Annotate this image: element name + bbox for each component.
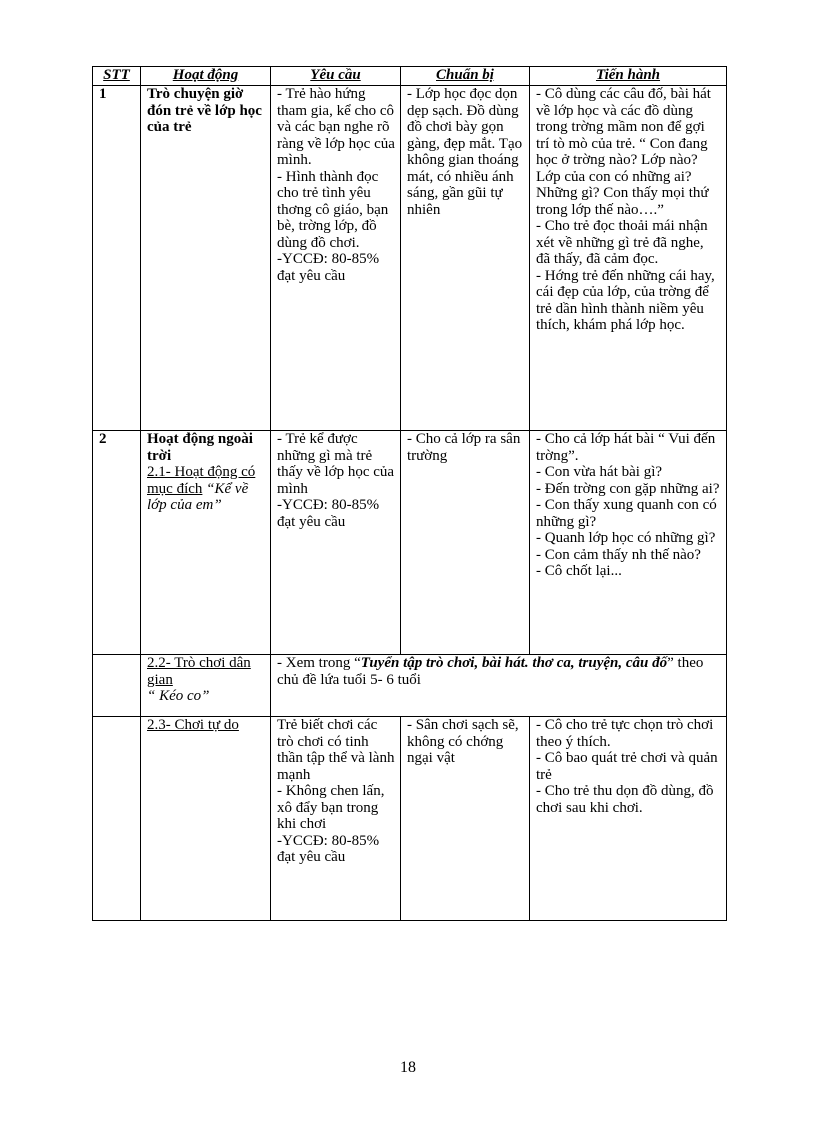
row1-requirements: [271, 86, 401, 431]
row2-requirements: [271, 431, 401, 655]
row3-activity: [141, 655, 271, 717]
row4-req-3: -YCCĐ: 80-85% đạt yêu cầu: [277, 832, 380, 865]
row2-req-2: -YCCĐ: 80-85% đạt yêu cầu: [277, 497, 380, 530]
row4-requirements: [271, 717, 401, 921]
row3-stt: [93, 655, 141, 717]
table-row: [93, 655, 727, 717]
row4-procedure: [530, 717, 727, 921]
row4-activity: [141, 717, 271, 921]
row2-proc-4: - Con thấy xung quanh con có những gì?: [536, 497, 717, 530]
row4-proc-2: - Cô bao quát trẻ chơi và quản trẻ: [536, 750, 718, 783]
row2-activity: [141, 431, 271, 655]
row2-proc-5: - Quanh lớp học có những gì?: [536, 530, 716, 546]
row2-stt: 2: [93, 431, 141, 655]
row2-proc-7: - Cô chốt lại...: [536, 563, 622, 579]
row2-proc-3: - Đến trờng con gặp những ai?: [536, 480, 720, 497]
row1-stt: 1: [93, 86, 141, 431]
row2-req-1: - Trẻ kể được những gì mà trẻ thấy về lớp học của mình: [277, 431, 395, 497]
row4-stt: [93, 717, 141, 921]
table-row: [93, 431, 727, 655]
row3-content-prefix: - Xem trong “: [277, 655, 361, 671]
row1-proc-2: - Cho trẻ đọc thoải mái nhận xét về những gì trẻ đã nghe, đã thấy, đã cảm đọc.: [536, 218, 708, 267]
row4-proc-3: - Cho trẻ thu dọn đồ dùng, đồ chơi sau khi chơi.: [536, 783, 714, 816]
row4-preparation: - Sân chơi sạch sẽ, không có chớng ngại vật: [401, 717, 530, 921]
row4-req-2: - Không chen lấn, xô đẩy bạn trong khi chơi: [277, 783, 385, 832]
header-preparation: Chuẩn bị: [401, 67, 530, 86]
row4-proc-1: - Cô cho trẻ tực chọn trò chơi theo ý thích.: [536, 717, 714, 750]
row1-req-3: -YCCĐ: 80-85% đạt yêu cầu: [277, 251, 380, 284]
row3-content: [271, 655, 727, 717]
row3-content-title: Tuyển tập trò chơi, bài hát. thơ ca, truyện, câu đố: [360, 655, 668, 671]
row2-sub-label: 2.1- Hoạt động có mục đích: [147, 464, 256, 497]
header-stt: STT: [93, 67, 141, 86]
row1-proc-1: - Cô dùng các câu đố, bài hát về lớp học và các đồ dùng trong trờng mầm non để gợi trí tò mò của trẻ. “ Con đang học ở trờng nào? Lớp nào? Lớp của con có những ai? Những gì? Con thấy mọi thứ trong lớp thế nào….”: [536, 86, 711, 218]
row2-activity-title: Hoạt động ngoài trời: [147, 431, 253, 464]
row3-sub-name: “ Kéo co”: [147, 688, 210, 704]
row2-preparation: - Cho cả lớp ra sân trường: [401, 431, 530, 655]
header-activity: Hoạt động: [141, 67, 271, 86]
row3-content-suffix: ” theo chủ đề lứa tuổi 5- 6 tuổi: [277, 655, 704, 688]
lesson-plan-table: [92, 66, 727, 921]
table-header-row: [93, 67, 727, 86]
row2-proc-6: - Con cảm thấy nh thế nào?: [536, 546, 701, 563]
table-row: [93, 86, 727, 431]
table-row: [93, 717, 727, 921]
row3-sub-label: 2.2- Trò chơi dân gian: [147, 655, 251, 688]
row2-proc-1: - Cho cả lớp hát bài “ Vui đến trờng”.: [536, 431, 716, 464]
row1-proc-3: - Hớng trẻ đến những cái hay, cái đẹp của lớp, của trờng để trẻ dần hình thành niềm yêu thích, khám phá lớp học.: [536, 267, 715, 333]
row4-req-1: Trẻ biết chơi các trò chơi có tinh thần tập thể và lành mạnh: [277, 717, 395, 783]
row1-req-1: - Trẻ hào hứng tham gia, kể cho cô và các bạn nghe rõ ràng về lớp học của mình.: [277, 86, 395, 168]
header-procedure: Tiến hành: [530, 67, 727, 86]
row1-activity: Trò chuyện giờ đón trẻ về lớp học của trẻ: [141, 86, 271, 431]
row1-preparation: - Lớp học đọc dọn dẹp sạch. Đồ dùng đồ chơi bày gọn gàng, đẹp mắt. Tạo không gian thoáng mát, có nhiều ánh sáng, gần gũi tự nhiên: [401, 86, 530, 431]
header-requirements: Yêu cầu: [271, 67, 401, 86]
row1-procedure: [530, 86, 727, 431]
row2-proc-2: - Con vừa hát bài gì?: [536, 464, 663, 480]
row2-sub-name: “Kể về lớp của em”: [147, 480, 249, 513]
row4-sub-label: 2.3- Chơi tự do: [147, 717, 239, 733]
page-number: 18: [400, 1059, 416, 1076]
row1-req-2: - Hình thành đọc cho trẻ tình yêu thơng cô giáo, bạn bè, trờng lớp, đồ dùng đồ chơi.: [277, 168, 389, 251]
row2-procedure: [530, 431, 727, 655]
